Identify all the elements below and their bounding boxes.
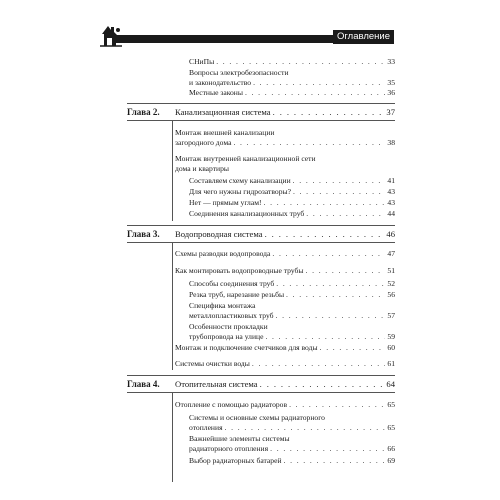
page-number: 61 (387, 359, 395, 368)
chapter-title-entry[interactable]: Отопительная система . . . 64 (175, 379, 395, 389)
page-number: 57 (387, 310, 395, 320)
chapter-divider (127, 392, 395, 393)
page-number: 46 (386, 229, 395, 239)
toc-entry[interactable]: Специфика монтажа металлопластиковых труб . . . 57 (189, 301, 395, 320)
chapter-divider (127, 242, 395, 243)
page-number: 44 (387, 209, 395, 218)
chapter-divider (127, 120, 395, 121)
page-number: 52 (387, 279, 395, 288)
page-number: 43 (387, 198, 395, 207)
toc-entry[interactable]: Выбор радиаторных батарей . . . 69 (189, 456, 395, 466)
page-number: 69 (387, 456, 395, 465)
chapter-label: Глава 3. (127, 229, 160, 239)
page-number: 43 (387, 187, 395, 196)
page-number: 35 (387, 77, 395, 87)
toc-entry[interactable]: Схемы разводки водопровода . . . 47 (175, 249, 395, 259)
chapter-divider (127, 103, 395, 104)
page-number: 64 (386, 379, 395, 389)
toc-entry[interactable]: Вопросы электробезопасности и законодательство . . . 35 (189, 68, 395, 87)
chapter-divider (127, 225, 395, 226)
chapter-label: Глава 2. (127, 107, 160, 117)
page-number: 56 (387, 290, 395, 299)
page-number: 36 (387, 88, 395, 97)
page-number: 37 (386, 107, 395, 117)
page-number: 59 (387, 331, 395, 341)
chapter-vertical-rule (172, 120, 173, 221)
page-number: 38 (387, 137, 395, 147)
toc-entry[interactable]: Монтаж внешней канализации загородного дома . . . 38 (175, 128, 395, 147)
toc-entry[interactable]: Резка труб, нарезание резьбы . . . 56 (189, 290, 395, 300)
toc-entry[interactable]: Нет — прямым углам! . . . 43 (189, 198, 395, 208)
page-number: 41 (387, 176, 395, 185)
chapter-label: Глава 4. (127, 379, 160, 389)
chapter-vertical-rule (172, 392, 173, 482)
toc-entry[interactable]: Для чего нужны гидрозатворы? . . . 43 (189, 187, 395, 197)
page-number: 66 (387, 443, 395, 453)
toc-entry[interactable]: Системы очистки воды . . . 61 (175, 359, 395, 369)
toc-entry[interactable]: Местные законы . . . 36 (189, 88, 395, 98)
toc-entry[interactable]: Особенности прокладки трубопровода на улице . . . 59 (189, 322, 395, 341)
page-number: 51 (387, 266, 395, 275)
toc-entry[interactable]: Системы и основные схемы радиаторного отопления . . . 65 (189, 413, 395, 432)
page-number: 65 (387, 422, 395, 432)
page-number: 47 (387, 249, 395, 258)
toc-entry[interactable]: Отопление с помощью радиаторов . . . 65 (175, 400, 395, 410)
toc-entry[interactable]: Соединения канализационных труб . . . 44 (189, 209, 395, 219)
chapter-divider (127, 375, 395, 376)
page-number: 65 (387, 400, 395, 409)
toc-entry[interactable]: Составляем схему канализации . . . 41 (189, 176, 395, 186)
page-number: 60 (387, 343, 395, 352)
toc-entry[interactable]: Как монтировать водопроводные трубы . . . 51 (175, 266, 395, 276)
publisher-logo-icon (98, 22, 124, 48)
chapter-title-entry[interactable]: Водопроводная система . . . 46 (175, 229, 395, 239)
toc-entry[interactable]: Монтаж внутренней канализационной сети дома и квартиры (175, 154, 316, 173)
toc-entry[interactable]: Монтаж и подключение счетчиков для воды . . . 60 (175, 343, 395, 353)
chapter-title-entry[interactable]: Канализационная система . . . 37 (175, 107, 395, 117)
chapter-vertical-rule (172, 242, 173, 370)
toc-entry[interactable]: СНиПы . . . 33 (189, 57, 395, 67)
toc-entry[interactable]: Важнейшие элементы системы радиаторного отопления . . . 66 (189, 434, 395, 453)
toc-entry[interactable]: Способы соединения труб . . . 52 (189, 279, 395, 289)
running-header-title: Оглавление (333, 30, 394, 44)
page-number: 33 (387, 57, 395, 66)
